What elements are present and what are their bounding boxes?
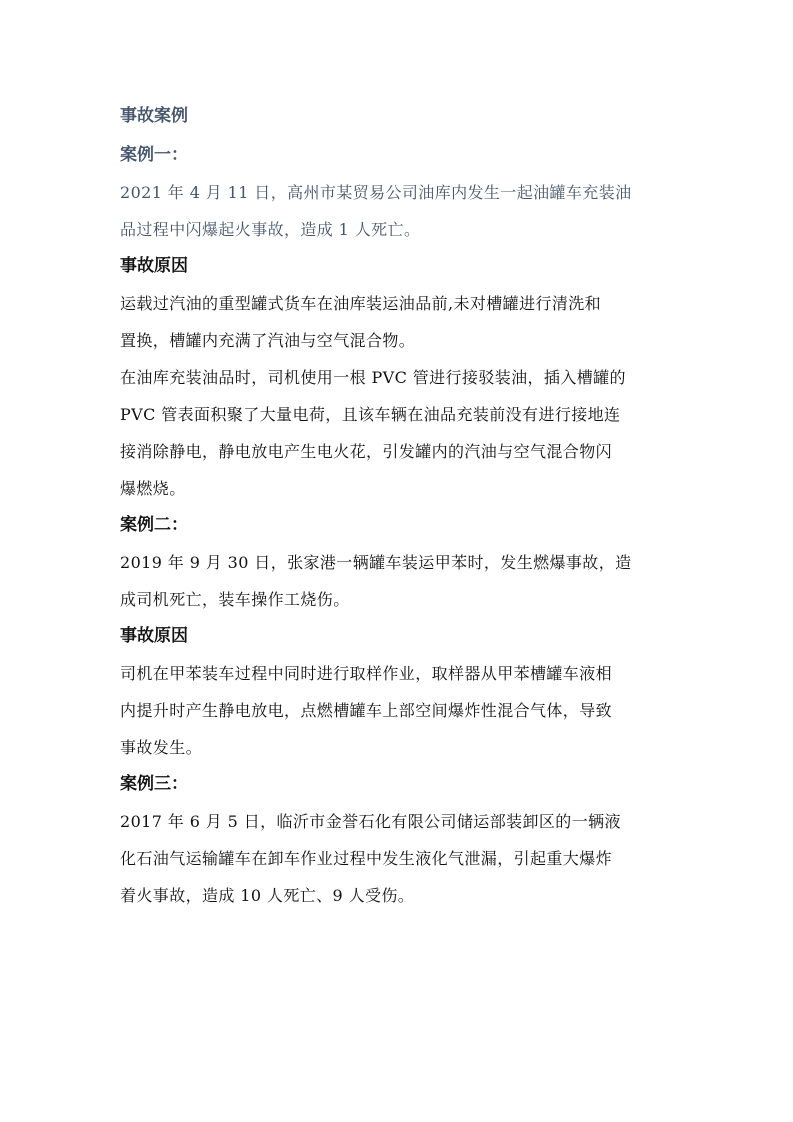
case2-summary-line: 成司机死亡，装车操作工烧伤。 — [120, 590, 350, 609]
case2-heading: 案例二： — [120, 515, 188, 535]
case1-cause-line: 运载过汽油的重型罐式货车在油库装运油品前,未对槽罐进行清洗和 — [120, 294, 602, 313]
case3-heading: 案例三： — [120, 774, 188, 794]
case2-cause-line: 司机在甲苯装车过程中同时进行取样作业，取样器从甲苯槽罐车液相 — [120, 664, 613, 683]
case1-cause-heading: 事故原因 — [120, 256, 188, 276]
case1-summary-line: 品过程中闪爆起火事故，造成 1 人死亡。 — [120, 220, 421, 239]
document-body — [120, 99, 680, 914]
case1-cause-para1 — [120, 285, 680, 359]
case2-cause-line: 事故发生。 — [120, 738, 203, 757]
case1-summary — [120, 174, 680, 248]
case1-cause-para2 — [120, 359, 680, 507]
case1-cause-line: 爆燃烧。 — [120, 479, 186, 498]
case2-cause-line: 内提升时产生静电放电，点燃槽罐车上部空间爆炸性混合气体，导致 — [120, 701, 613, 720]
case3-summary-line: 2017 年 6 月 5 日，临沂市金誉石化有限公司储运部装卸区的一辆液 — [120, 812, 621, 831]
case2-cause — [120, 655, 680, 766]
case1-heading: 案例一： — [120, 145, 188, 165]
case3-summary — [120, 803, 680, 914]
case2-summary — [120, 544, 680, 618]
case1-cause-line: 在油库充装油品时，司机使用一根 PVC 管进行接驳装油，插入槽罐的 — [120, 368, 626, 387]
case1-cause-line: 接消除静电，静电放电产生电火花，引发罐内的汽油与空气混合物闪 — [120, 442, 613, 461]
document-title: 事故案例 — [120, 106, 188, 126]
case3-summary-line: 着火事故，造成 10 人死亡、9 人受伤。 — [120, 886, 415, 905]
case1-cause-line: 置换，槽罐内充满了汽油与空气混合物。 — [120, 331, 416, 350]
case1-cause-line: PVC 管表面积聚了大量电荷，且该车辆在油品充装前没有进行接地连 — [120, 405, 621, 424]
case1-summary-line: 2021 年 4 月 11 日，高州市某贸易公司油库内发生一起油罐车充装油 — [120, 183, 632, 202]
case2-summary-line: 2019 年 9 月 30 日，张家港一辆罐车装运甲苯时，发生燃爆事故，造 — [120, 553, 632, 572]
case2-cause-heading: 事故原因 — [120, 626, 188, 646]
case3-summary-line: 化石油气运输罐车在卸车作业过程中发生液化气泄漏，引起重大爆炸 — [120, 849, 613, 868]
